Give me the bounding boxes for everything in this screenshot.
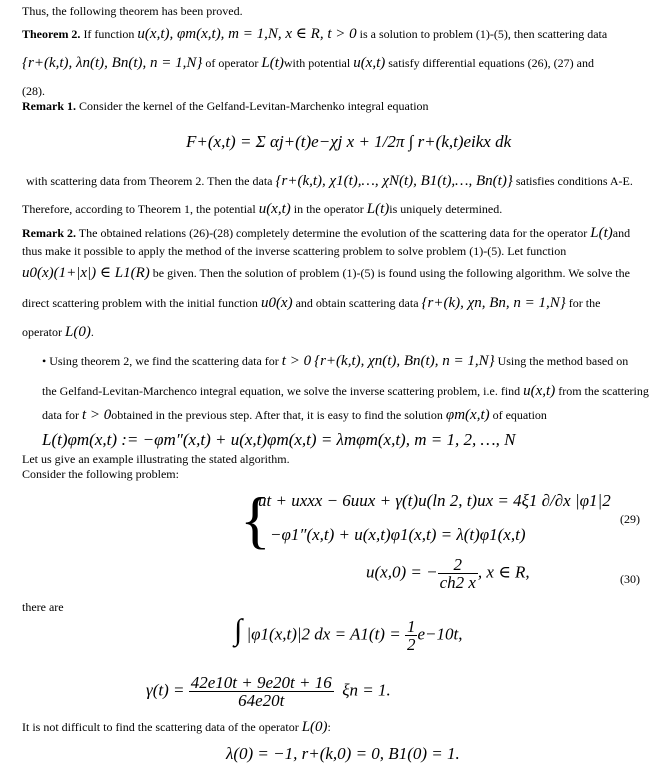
intro-line: Thus, the following theorem has been proved. [22, 4, 243, 18]
remark2-line5: operator L(0). [22, 324, 94, 340]
remark1-line1: Remark 1. Consider the kernel of the Gelfand-Levitan-Marchenko integral equation [22, 99, 429, 113]
theorem2-math1: u(x,t), φm(x,t), m = 1,N, x ∈ R, t > 0 [137, 26, 357, 42]
bullet-formula: L(t)φm(x,t) := −φm″(x,t) + u(x,t)φm(x,t) = λmφm(x,t), m = 1, 2, …, N [42, 430, 516, 449]
theorem2-line3: (28). [22, 84, 45, 98]
example-line1: Let us give an example illustrating the stated algorithm. [22, 452, 290, 466]
eq30-number: (30) [620, 572, 640, 586]
theorem2-line2: {r+(k,t), λn(t), Bn(t), n = 1,N} of operator L(t)with potential u(x,t) satisfy differential equations (26), (27) and [22, 55, 594, 71]
remark1-formula: F+(x,t) = Σ αj+(t)e−χj x + 1/2π ∫ r+(k,t)eikx dk [186, 132, 512, 151]
system-brace: { [240, 484, 271, 555]
integral-equation: ∫ |φ1(x,t)|2 dx = A1(t) = $\frac{1}{2}$ e−10t, [234, 613, 463, 654]
bullet-line2: the Gelfand-Levitan-Marchenco integral equation, we solve the inverse scattering problem, i.e. find u(x,t) from the scattering [42, 383, 649, 399]
remark1-line3: Therefore, according to Theorem 1, the potential u(x,t) in the operator L(t)is uniquely determined. [22, 201, 503, 217]
integral-sign: ∫ [234, 613, 243, 647]
example-line2: Consider the following problem: [22, 467, 179, 481]
remark2-line3: u0(x)(1+|x|) ∈ L1(R) be given. Then the solution of problem (1)-(5) is found using the following algorithm. We solve the [22, 265, 630, 281]
theorem2-line1: Theorem 2. If function u(x,t), φm(x,t), m = 1,N, x ∈ R, t > 0 is a solution to problem (1)-(5), then scattering data [22, 26, 608, 42]
bullet-line1: • Using theorem 2, we find the scattering data for t > 0 {r+(k,t), χn(t), Bn(t), n = 1,N} Using the method based on [42, 353, 629, 369]
remark2-label: Remark 2. [22, 226, 76, 240]
eq29-row2: −φ1″(x,t) + u(x,t)φ1(x,t) = λ(t)φ1(x,t) [270, 525, 526, 544]
gamma-equation: γ(t) = $\frac{42e10t + 9e20t + 16}{64e20t}$ ξn = 1. [146, 673, 391, 710]
there-are: there are [22, 600, 64, 614]
equation-30: u(x,0) = − $\frac{2}{ch2 x}$ , x ∈ R, [366, 555, 530, 592]
remark1-label: Remark 1. [22, 99, 76, 113]
remark2-line1: Remark 2. The obtained relations (26)-(28) completely determine the evolution of the scattering data for the operator L(t)and [22, 225, 631, 241]
eq29-number: (29) [620, 512, 640, 526]
theorem2-math2: {r+(k,t), λn(t), Bn(t), n = 1,N} [22, 55, 203, 71]
remark1-line2: with scattering data from Theorem 2. Then the data {r+(k,t), χ1(t),…, χN(t), B1(t),…, Bn(t)} satisfies conditions A-E. [26, 173, 633, 189]
eq29-row1: ut + uxxx − 6uux + γ(t)u(ln 2, t)ux = 4ξ1 ∂/∂x |φ1|2 [258, 491, 611, 510]
remark2-line2: thus make it possible to apply the method of the inverse scattering problem to solve problem (1)-(5). Let function [22, 244, 567, 258]
theorem2-label: Theorem 2. [22, 27, 81, 41]
bullet-line3: data for t > 0obtained in the previous step. After that, it is easy to find the solution φm(x,t) of equation [42, 407, 547, 423]
final-equation: λ(0) = −1, r+(k,0) = 0, B1(0) = 1. [226, 744, 460, 763]
last-line: It is not difficult to find the scattering data of the operator L(0): [22, 719, 331, 735]
remark2-line4: direct scattering problem with the initial function u0(x) and obtain scattering data {r+(k), χn, Bn, n = 1,N} for the [22, 295, 601, 311]
remark1-data: {r+(k,t), χ1(t),…, χN(t), B1(t),…, Bn(t)} [275, 173, 513, 189]
